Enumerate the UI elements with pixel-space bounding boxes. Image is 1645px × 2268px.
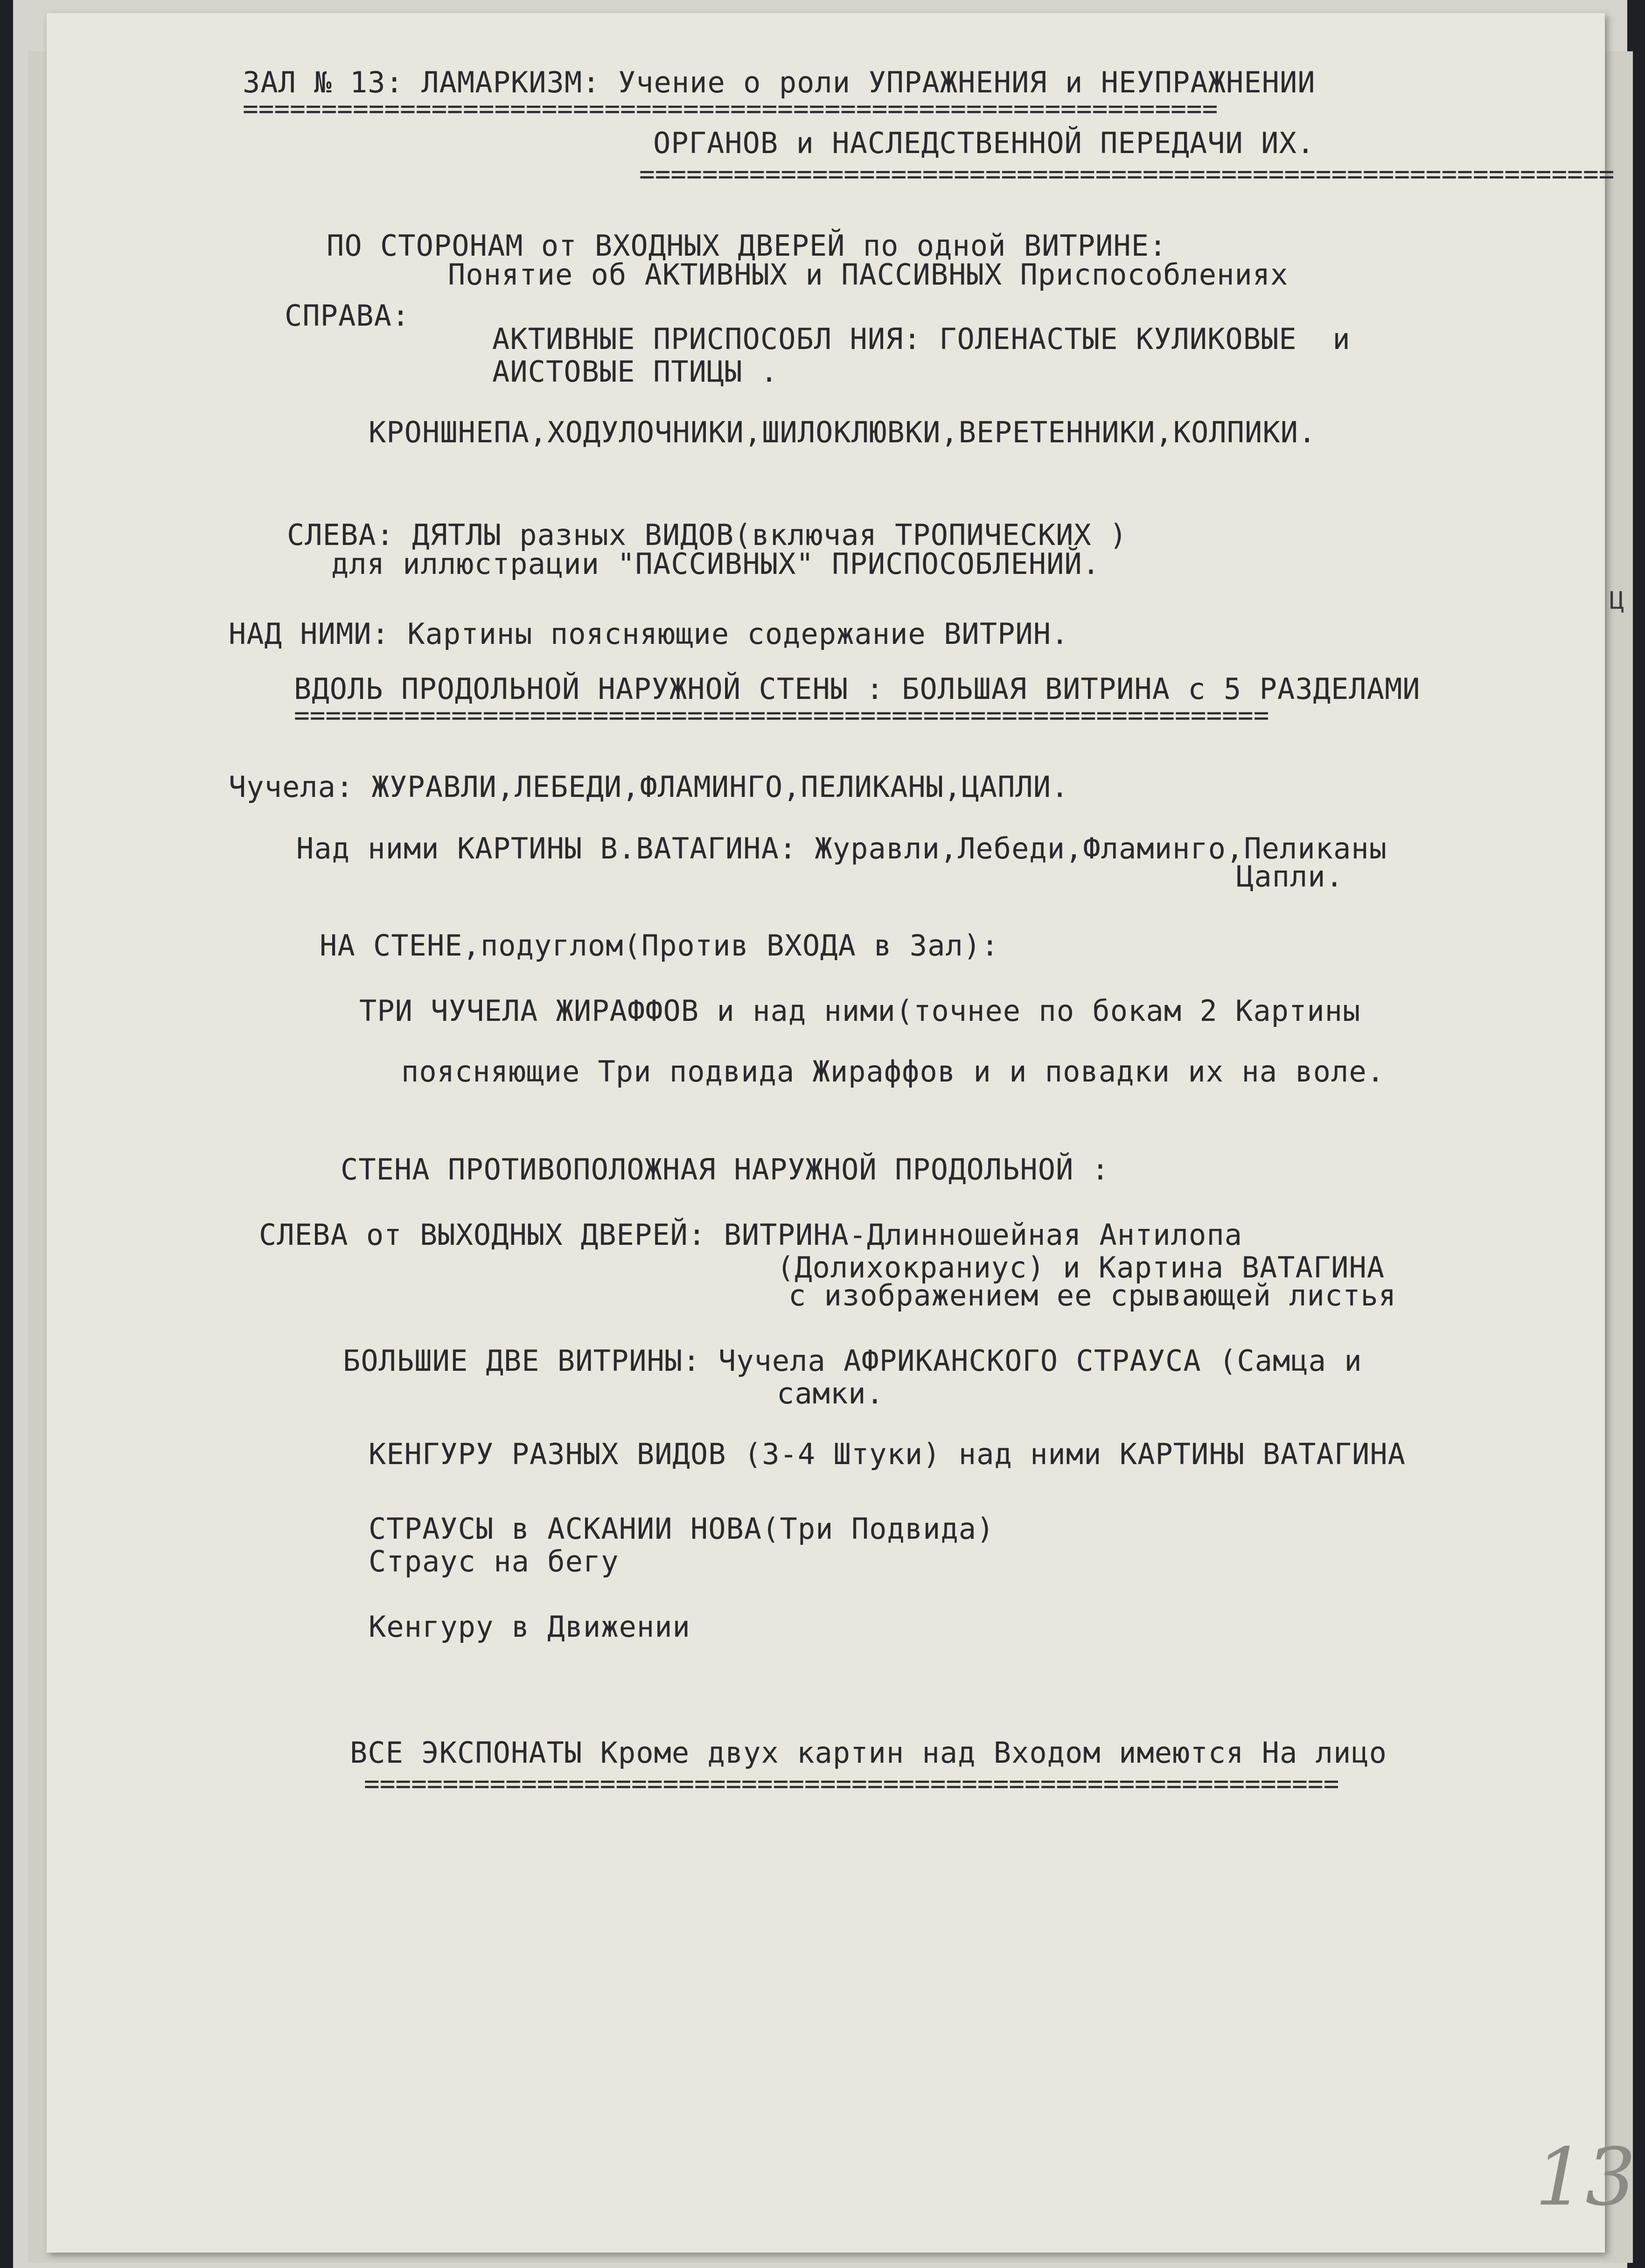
text-line: НАД НИМИ: Картины поясняющие содержание ВИТРИН. — [229, 617, 1069, 651]
text-line: Над ними КАРТИНЫ В.ВАТАГИНА: Журавли,Лебеди,Фламинго,Пеликаны — [296, 831, 1387, 865]
text-line: НА СТЕНЕ,подуглом(Против ВХОДА в Зал): — [320, 928, 999, 963]
text-line: КРОНШНЕПА,ХОДУЛОЧНИКИ,ШИЛОКЛЮВКИ,ВЕРЕТЕННИКИ,КОЛПИКИ. — [369, 415, 1317, 449]
text-line: Кенгуру в Движении — [369, 1610, 690, 1644]
text-line: СТРАУСЫ в АСКАНИИ НОВА(Три Подвида) — [369, 1512, 995, 1546]
text-line: ВДОЛЬ ПРОДОЛЬНОЙ НАРУЖНОЙ СТЕНЫ : БОЛЬШАЯ ВИТРИНА с 5 РАЗДЕЛАМИ — [294, 672, 1421, 706]
text-line: Понятие об АКТИВНЫХ и ПАССИВНЫХ Приспособлениях — [448, 258, 1289, 292]
handwritten-page-number: 13 — [1535, 2131, 1636, 2224]
text-line: ВСЕ ЭКСПОНАТЫ Кроме двух картин над Входом имеются На лицо — [350, 1736, 1387, 1770]
hall-title-line-1: ЗАЛ № 13: ЛАМАРКИЗМ: Учение о роли УПРАЖНЕНИЯ и НЕУПРАЖНЕНИИ — [243, 65, 1316, 99]
text-line: Чучела: ЖУРАВЛИ,ЛЕБЕДИ,ФЛАМИНГО,ПЕЛИКАНЫ,ЦАПЛИ. — [229, 770, 1069, 804]
text-line: самки. — [777, 1376, 884, 1410]
text-line: СЛЕВА от ВЫХОДНЫХ ДВЕРЕЙ: ВИТРИНА-Длинношейная Антилопа — [259, 1218, 1242, 1252]
text-line: СПРАВА: — [285, 299, 410, 333]
title-underline-1: ============================================================== — [243, 94, 1218, 124]
hall-title-line-2: ОРГАНОВ и НАСЛЕДСТВЕННОЙ ПЕРЕДАЧИ ИХ. — [653, 126, 1315, 160]
text-line: СЛЕВА: ДЯТЛЫ разных ВИДОВ(включая ТРОПИЧЕСКИХ ) — [287, 518, 1128, 552]
text-line: АКТИВНЫЕ ПРИСПОСОБЛ НИЯ: ГОЛЕНАСТЫЕ КУЛИКОВЫЕ и — [492, 322, 1351, 356]
text-line: БОЛЬШИЕ ДВЕ ВИТРИНЫ: Чучела АФРИКАНСКОГО СТРАУСА (Самца и — [343, 1344, 1362, 1378]
text-line: поясняющие Три подвида Жираффов и и повадки их на воле. — [401, 1054, 1385, 1089]
text-line: ТРИ ЧУЧЕЛА ЖИРАФФОВ и над ними(точнее по бокам 2 Картины — [359, 994, 1361, 1028]
text-line: СТЕНА ПРОТИВОПОЛОЖНАЯ НАРУЖНОЙ ПРОДОЛЬНОЙ : — [341, 1152, 1110, 1186]
closing-underline: ============================================================== — [364, 1769, 1339, 1799]
text-line: КЕНГУРУ РАЗНЫХ ВИДОВ (3-4 Штуки) над ними КАРТИНЫ ВАТАГИНА — [369, 1437, 1406, 1471]
title-underline-2: ============================================================== — [639, 159, 1615, 189]
edge-character: Ц — [1610, 587, 1624, 615]
text-line: Страус на бегу — [369, 1544, 619, 1578]
text-line: с изображением ее срывающей листья — [788, 1278, 1397, 1312]
text-line: Цапли. — [1236, 859, 1344, 893]
text-line: ПО СТОРОНАМ от ВХОДНЫХ ДВЕРЕЙ по одной ВИТРИНЕ: — [327, 229, 1167, 263]
section-underline: ============================================================== — [294, 700, 1269, 731]
typed-page — [47, 13, 1636, 2253]
text-line: АИСТОВЫЕ ПТИЦЫ . — [492, 355, 779, 389]
text-line: (Долихокраниус) и Картина ВАТАГИНА — [777, 1250, 1385, 1284]
text-line: для иллюстрации "ПАССИВНЫХ" ПРИСПОСОБЛЕНИЙ. — [331, 547, 1101, 581]
